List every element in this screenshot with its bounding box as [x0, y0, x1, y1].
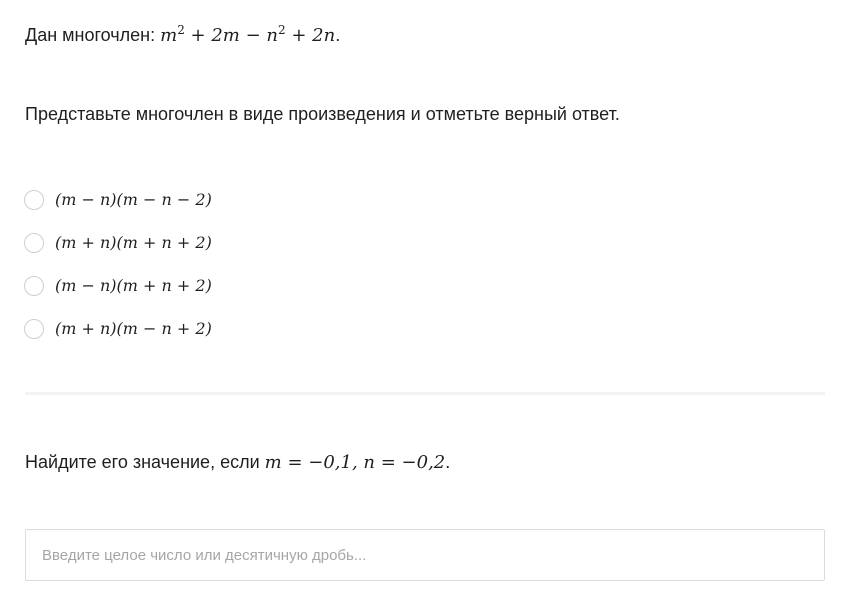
task-intro [25, 23, 340, 48]
answer-input[interactable] [25, 529, 825, 581]
option-1[interactable] [24, 178, 212, 221]
option-2[interactable] [24, 221, 212, 264]
poly-exp-a: 2 [177, 23, 185, 37]
section-divider [25, 392, 825, 395]
radio-button[interactable] [24, 233, 44, 253]
instruction-text: Представьте многочлен в виде произведения и отметьте верный ответ. [25, 104, 620, 124]
radio-button[interactable] [24, 276, 44, 296]
option-label: (m + n)(m + n + 2) [55, 232, 212, 252]
intro-label: Дан многочлен: [25, 25, 156, 45]
option-label: (m + n)(m − n + 2) [55, 318, 212, 338]
option-label: (m − n)(m − n − 2) [55, 189, 212, 209]
poly-term-c: + 2n [285, 25, 336, 46]
intro-end: . [335, 25, 341, 45]
option-label: (m − n)(m + n + 2) [55, 275, 212, 295]
question-2-label: Найдите его значение, если [25, 452, 260, 472]
question-2 [25, 450, 450, 475]
radio-button[interactable] [24, 319, 44, 339]
option-3[interactable] [24, 264, 212, 307]
answer-options [24, 178, 212, 350]
poly-exp-b: 2 [278, 23, 286, 37]
option-4[interactable] [24, 307, 212, 350]
poly-term-a: m [160, 25, 178, 46]
question-2-end: . [445, 452, 451, 472]
polynomial [160, 25, 335, 46]
radio-button[interactable] [24, 190, 44, 210]
question-2-condition: m = −0,1, n = −0,2 [264, 452, 446, 473]
poly-term-b: + 2m − n [184, 25, 278, 46]
